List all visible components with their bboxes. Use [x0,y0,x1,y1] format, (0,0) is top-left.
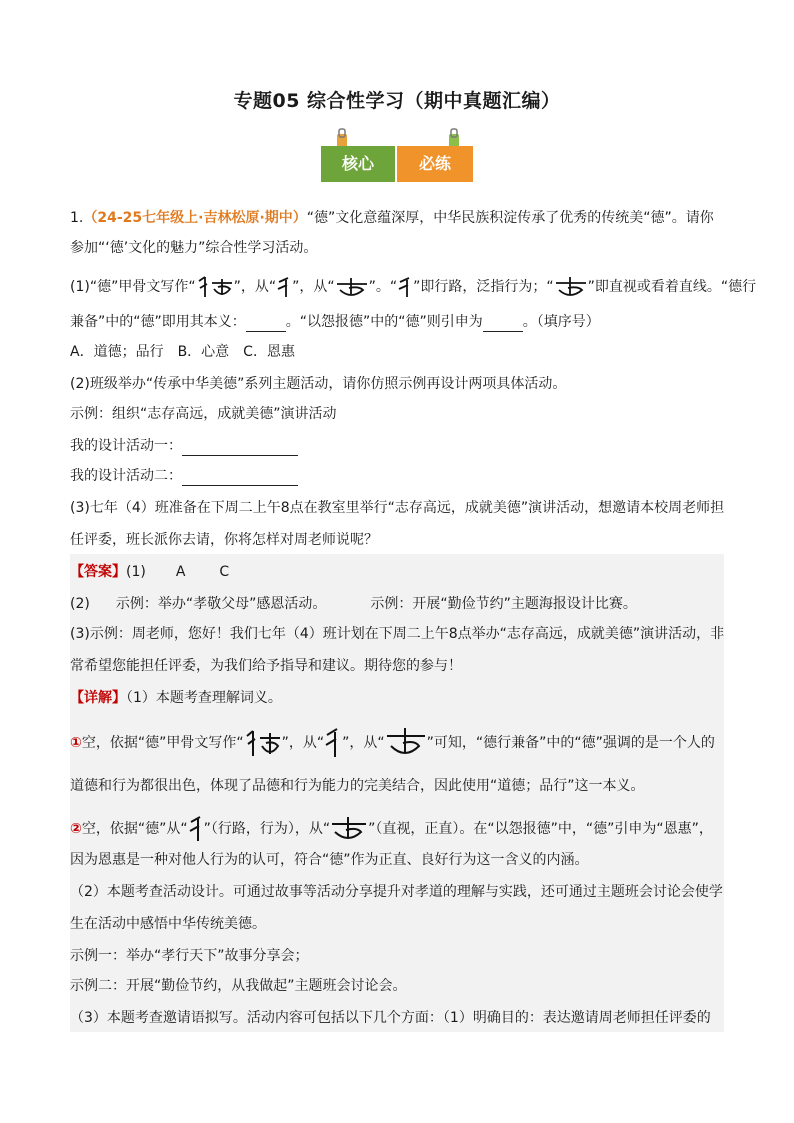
detail-blank-1-line: ①空，依据“德”甲骨文写作“ ”，从“ ”，从“ ”可知，“德行兼备”中的“德”强调的是一个人的 [70,726,724,760]
subquestion-1-line: 兼备”中的“德”即用其本义： 。“以怨报德”中的“德”则引申为 。（填序号） [70,314,600,330]
oracle-zhi-glyph [385,726,427,760]
question-intro-text: “德”文化意蕴深厚，中华民族积淀传承了优秀的传统美“德”。请你 [306,210,714,226]
subquestion-2-line: (2)班级举办“传承中华美德”系列主题活动，请你仿照示例再设计两项具体活动。 [70,376,567,392]
oracle-chi-glyph [324,727,342,759]
answer-line-3: (3)示例：周老师，您好！我们七年（4）班计划在下周二上午8点举办“志存高远，成就美德”演讲活动，非 [70,626,725,642]
detail-line-2b: 生在活动中感悟中华传统美德。 [70,916,266,932]
answer-options: A．道德；品行 B．心意 C．恩惠 [70,344,295,360]
answer-blank-2[interactable] [483,315,523,332]
subquestion-3-line: (3)七年（4）班准备在下周二上午8点在教室里举行“志存高远，成就美德”演讲活动，想邀请本校周老师担 [70,500,725,516]
answer-line-1: 【答案】(1) A C [70,564,230,580]
answer-line-3b: 常希望您能担任评委，为我们给予指导和建议。期待您的参与！ [70,658,462,674]
oracle-de-glyph [244,728,282,758]
question-number: 1. [70,210,84,226]
badge-practice-label: 必练 [397,146,473,182]
design-activity-1: 我的设计活动一： [70,436,724,456]
oracle-chi-glyph [397,276,413,298]
detail-line-1: 【详解】（1）本题考查理解词义。 [70,690,282,706]
oracle-de-glyph [196,275,234,299]
badge-core-label: 核心 [321,146,395,182]
detail-example-2: 示例二：开展“勤俭节约，从我做起”主题班会讨论会。 [70,978,407,994]
oracle-zhi-glyph [335,276,369,298]
oracle-chi-glyph [276,276,292,298]
page-title: 专题05 综合性学习（期中真题汇编） [233,90,561,112]
answer-blank-1[interactable] [246,315,286,332]
design-activity-2-blank[interactable] [182,469,298,486]
oracle-zhi-glyph [554,275,588,299]
oracle-chi-glyph [188,815,204,843]
answer-line-2: (2) 示例：举办“孝敬父母”感恩活动。 示例：开展“勤俭节约”主题海报设计比赛。 [70,596,637,612]
question-intro-line [70,208,724,228]
question-intro-line: 参加“‘德’文化的魅力”综合性学习活动。 [70,240,318,256]
detail-blank-1-line: 道德和行为都很出色，体现了品德和行为能力的完美结合，因此使用“道德；品行”这一本义。 [70,778,645,794]
subquestion-2-example: 示例：组织“志存高远，成就美德”演讲活动 [70,406,337,422]
detail-line-3: （3）本题考查邀请语拟写。活动内容可包括以下几个方面：（1）明确目的：表达邀请周老师担任评委的 [70,1010,711,1026]
design-activity-1-blank[interactable] [182,439,298,456]
subquestion-1-line: (1)“德”甲骨文写作“ ”，从“ ”，从“ ”。“ ”即行路，泛指行为；“ ”即直视或看着直线。“德行 [70,274,724,300]
core-practice-badge [321,128,473,186]
oracle-zhi-glyph [330,815,368,843]
subquestion-3-line: 任评委，班长派你去请，你将怎样对周老师说呢？ [70,532,378,548]
detail-blank-2-line: ②空，依据“德”从“ ”（行路，行为），从“ ”（直视，正直）。在“以怨报德”中，“德”引申为“恩惠”， [70,814,724,844]
question-source: （24-25七年级上·吉林松原·期中） [83,210,307,226]
detail-blank-2-line: 因为恩惠是一种对他人行为的认可，符合“德”作为正直、良好行为这一含义的内涵。 [70,852,589,868]
design-activity-2: 我的设计活动二： [70,466,724,486]
detail-example-1: 示例一：举办“孝行天下”故事分享会； [70,948,309,964]
detail-line-2: （2）本题考查活动设计。可通过故事等活动分享提升对孝道的理解与实践，还可通过主题班会讨论会使学 [70,884,723,900]
